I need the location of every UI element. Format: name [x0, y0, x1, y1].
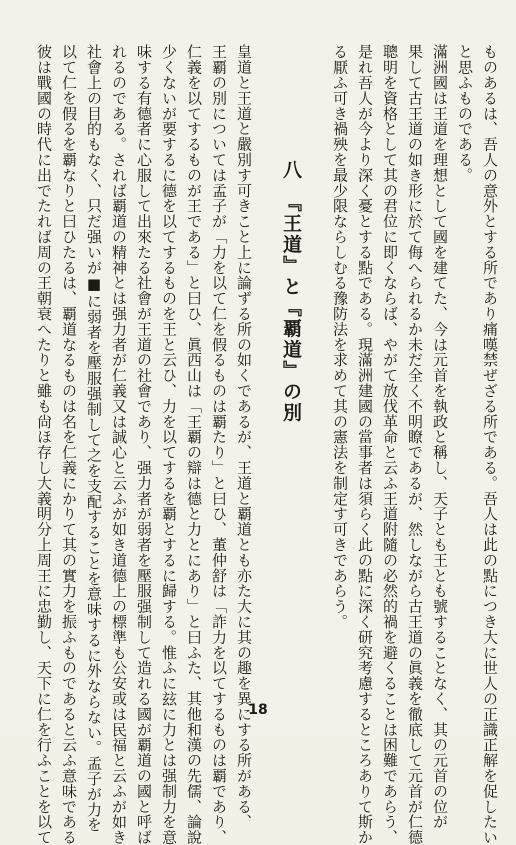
text-column-left-6: れるのである。されば覇道の精神とは强力者が仁義又は誠心と云ふが如き道德上の標準も公安或は民福と云ふが如き — [110, 44, 128, 845]
page-number: 18 — [248, 702, 268, 718]
text-column-right-7: る厭ふ可き禍殃を最少限ならしむる豫防法を求めて其の憲法を制定す可きであらう。 — [331, 44, 349, 630]
text-column-left-7: 社會上の目的もなく、只だ强いが■に弱者を壓服强制して之を支配することを意味するに外ならない。孟子が力を — [85, 44, 103, 833]
text-column-right-2: と思ふものである。 — [456, 44, 474, 183]
text-column-right-6: 是れ吾人が今より深く憂とする點である。現滿洲建國の當事者は須らく此の點に深く研究考慮するところありて斯か — [356, 44, 374, 845]
text-column-left-8: 以て仁を假るを覇なりと曰ひたるは、覇道なるものは名を仁義にかりて其の實力を振ふものであると云ふ意味である — [60, 44, 78, 845]
text-column-left-4: 少くないが要するに德を以てするものを王と云ひ、力を以てするを覇とするに歸する。惟ふに玆に力とは强制力を意 — [160, 44, 178, 845]
text-column-left-2: 王覇の別については孟子が「力を以て仁を假るものは覇たり」と曰ひ、董仲舒は「詐力を以てするものは覇であり、 — [210, 44, 228, 845]
text-column-right-4: 果して古王道の如き形に於て侮へられるか未だ全く不明瞭であるが、然しながら古王道の眞義を徹底して元首が仁德 — [406, 44, 424, 845]
text-column-right-3: 滿洲國は王道を理想として國を建てた、今は元首を執政と稱し、天子とも王とも號することなく、其の元首の位が — [431, 44, 449, 830]
section-heading: 八 『王道』と『覇道』の別 — [280, 160, 302, 424]
text-column-left-9: 彼は戰國の時代に出でたれば周の王朝衰へたりと雖も尙ほ存し大義明分上周王に忠勤し、天下に仁を行ふことを以て — [35, 44, 53, 845]
text-column-right-1: ものあるは、吾人の意外とする所であり痛嘆禁ぜざる所である。吾人は此の點につき大に世人の正識正解を促したい — [481, 44, 499, 845]
text-column-left-1: 皇道と王道と嚴別す可きこと上に論ずる所の如くであるが、王道と覇道とも亦た大に其の趣を異にする所がある、 — [235, 44, 253, 830]
text-column-right-5: 聰明を資格として其の君位に即くならば、やがて放伐革命と云ふ王道附隨の必然的禍を避くることは困難であらう、 — [381, 44, 399, 845]
text-column-left-5: 味する有德者に心服して出來たる社會が王道の社會であり、强力者が弱者を壓服强制して造れる國が覇道の國と呼ば — [135, 44, 153, 845]
text-column-left-3: 仁義を以てするものが王である」と曰ひ、眞西山は「王覇の辯は德と力とにあり」と曰ふた、其他和漢の先儒、論說 — [185, 44, 203, 845]
